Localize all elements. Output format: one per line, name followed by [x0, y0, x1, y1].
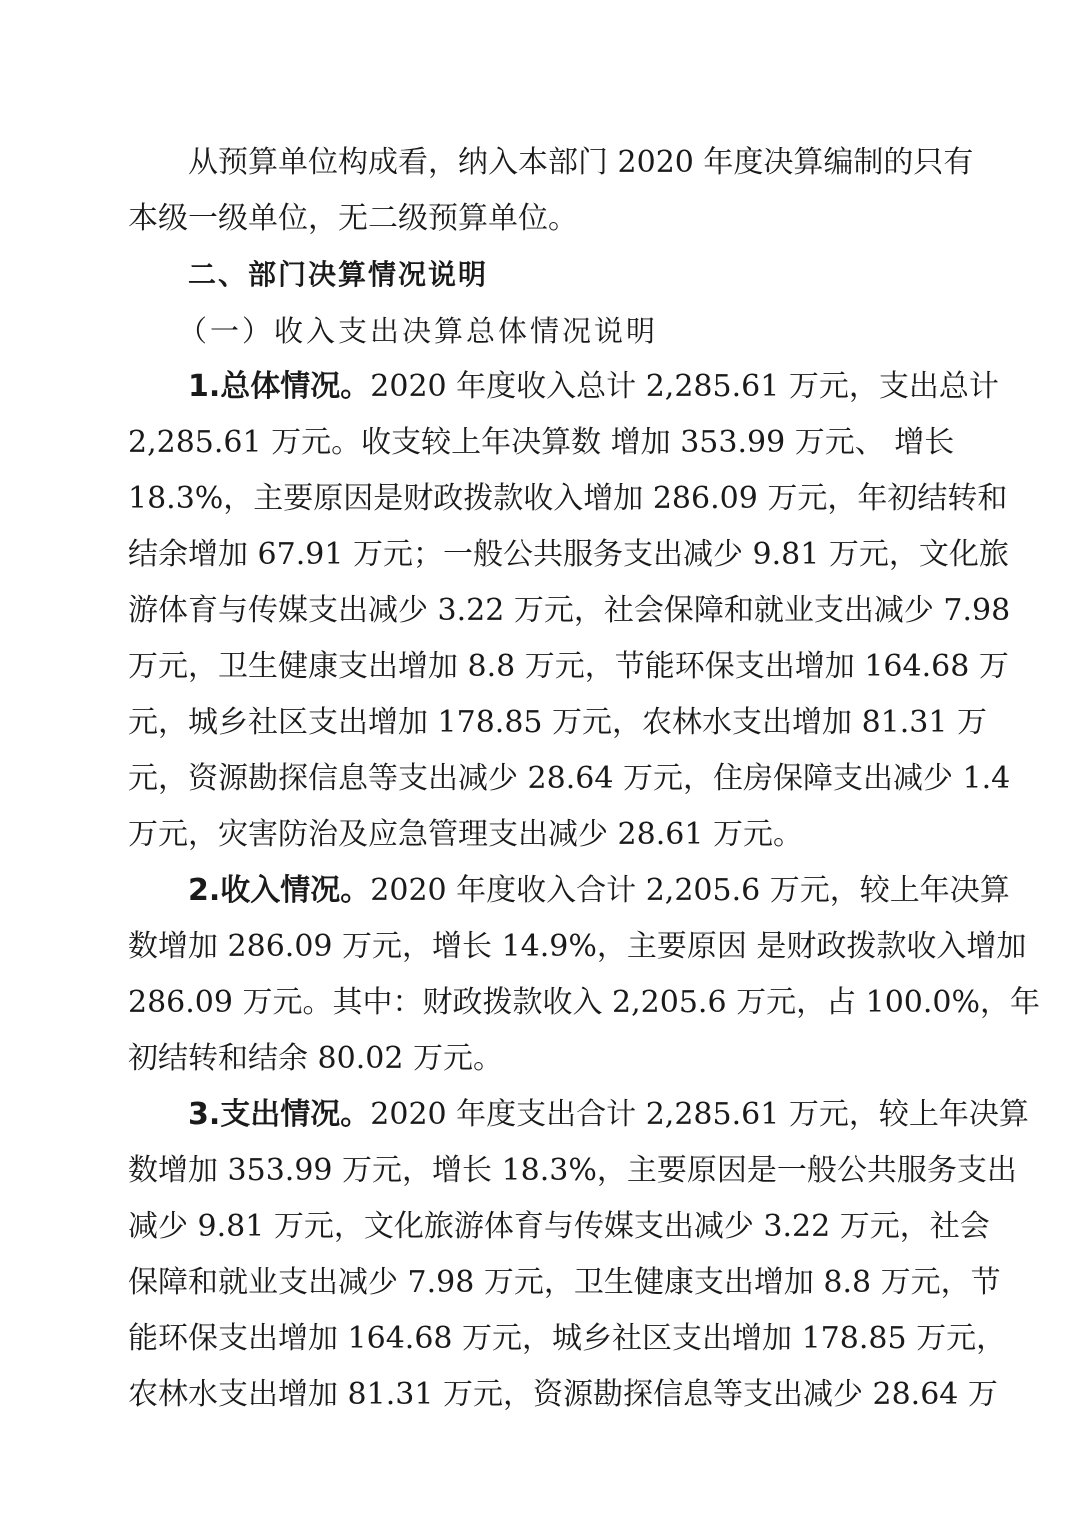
subsection-heading: （一）收入支出决算总体情况说明: [178, 314, 659, 348]
text-line: [128, 863, 1010, 919]
paragraph-income: [128, 863, 1041, 1087]
text-line: 元，资源勘探信息等支出减少 28.64 万元，住房保障支出减少 1.4: [128, 761, 1011, 796]
text-line: 能环保支出增加 164.68 万元，城乡社区支出增加 178.85 万元，: [128, 1321, 1007, 1356]
text-line: 农林水支出增加 81.31 万元，资源勘探信息等支出减少 28.64 万: [128, 1377, 998, 1412]
text-span: 2020 年度收入合计 2,205.6 万元，较上年决算: [370, 873, 1010, 908]
document-body: [128, 135, 1041, 1423]
text-line: [128, 1087, 1029, 1143]
text-span: 2020 年度收入总计 2,285.61 万元，支出总计: [370, 369, 999, 404]
paragraph-lead: 2.收入情况。: [188, 873, 371, 908]
paragraph-expenditure: [128, 1087, 1029, 1423]
text-line: 游体育与传媒支出减少 3.22 万元，社会保障和就业支出减少 7.98: [128, 593, 1011, 628]
section-heading: 二、部门决算情况说明: [188, 258, 489, 291]
text-line: 万元，灾害防治及应急管理支出减少 28.61 万元。: [128, 817, 803, 852]
text-line: 286.09 万元。其中：财政拨款收入 2,205.6 万元，占 100.0%，年: [128, 985, 1041, 1020]
text-line: 万元，卫生健康支出增加 8.8 万元，节能环保支出增加 164.68 万: [128, 649, 1009, 684]
text-line: [128, 359, 999, 415]
text-line: 数增加 286.09 万元，增长 14.9%，主要原因 是财政拨款收入增加: [128, 929, 1027, 964]
paragraph-overall: [128, 359, 1011, 863]
text-line: 2,285.61 万元。收支较上年决算数 增加 353.99 万元、 增长: [128, 425, 955, 460]
paragraph-lead: 1.总体情况。: [188, 369, 371, 404]
text-line: 本级一级单位，无二级预算单位。: [128, 201, 578, 236]
text-line: 从预算单位构成看，纳入本部门 2020 年度决算编制的只有: [188, 145, 974, 180]
text-line: 初结转和结余 80.02 万元。: [128, 1041, 503, 1076]
text-line: 减少 9.81 万元，文化旅游体育与传媒支出减少 3.22 万元，社会: [128, 1209, 990, 1244]
text-span: 2020 年度支出合计 2,285.61 万元，较上年决算: [370, 1097, 1029, 1132]
text-line: 数增加 353.99 万元，增长 18.3%，主要原因是一般公共服务支出: [128, 1153, 1017, 1188]
paragraph-lead: 3.支出情况。: [188, 1097, 371, 1132]
text-line: 保障和就业支出减少 7.98 万元，卫生健康支出增加 8.8 万元，节: [128, 1265, 1001, 1300]
text-line: 元，城乡社区支出增加 178.85 万元，农林水支出增加 81.31 万: [128, 705, 987, 740]
text-line: 结余增加 67.91 万元；一般公共服务支出减少 9.81 万元，文化旅: [128, 537, 1009, 572]
text-line: 18.3%，主要原因是财政拨款收入增加 286.09 万元，年初结转和: [128, 481, 1008, 516]
paragraph-budget-units: [128, 135, 974, 247]
